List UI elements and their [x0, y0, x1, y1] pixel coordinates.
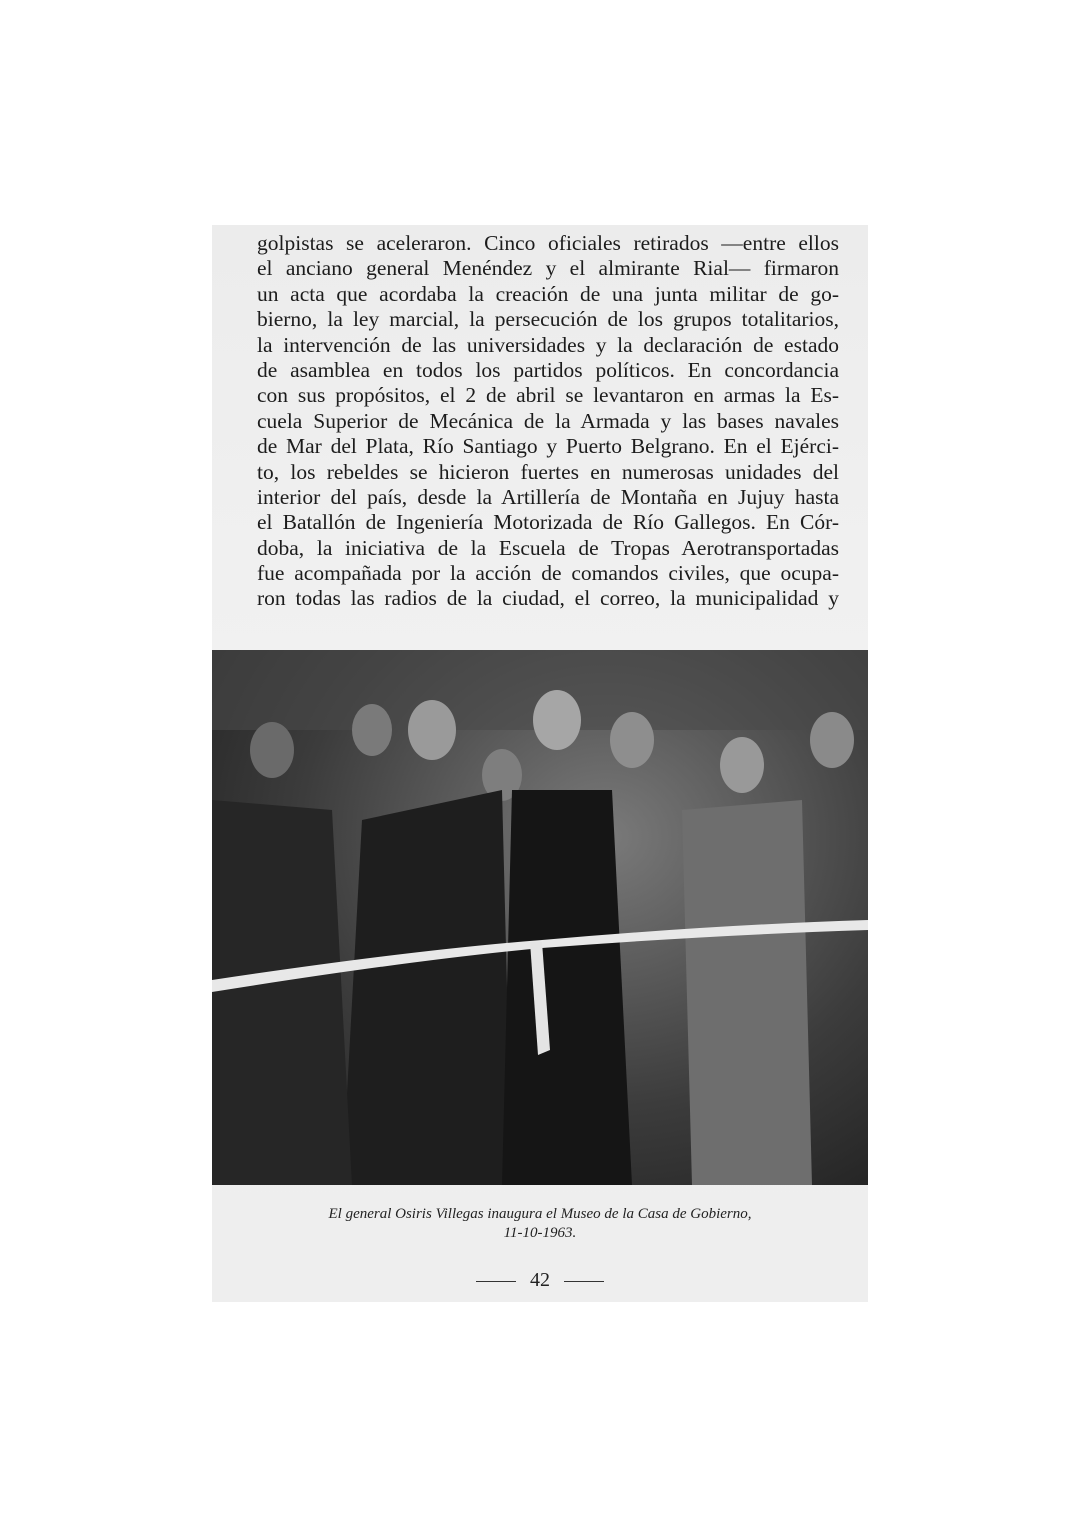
- body-text: [257, 231, 839, 612]
- page-number: 42: [530, 1269, 550, 1291]
- photo-illustration: [212, 650, 868, 1185]
- body-line: golpistas se aceleraron. Cinco oficiales retirados —entre ellos: [257, 231, 839, 255]
- dash-left: [476, 1281, 516, 1282]
- body-line: el anciano general Menéndez y el almirante Rial— firmaron: [257, 256, 839, 281]
- body-line: de asamblea en todos los partidos políticos. En concordancia: [257, 357, 839, 382]
- body-line: cuela Superior de Mecánica de la Armada y las bases navales: [257, 408, 839, 433]
- page-number-footer: [212, 1269, 868, 1292]
- caption-line-2: 11-10-1963.: [503, 1225, 577, 1241]
- body-line: interior del país, desde la Artillería de Montaña en Jujuy hasta: [257, 484, 839, 509]
- body-line: de Mar del Plata, Río Santiago y Puerto Belgrano. En el Ejérci-: [257, 434, 839, 459]
- body-line: fue acompañada por la acción de comandos civiles, que ocupa-: [257, 561, 839, 586]
- body-line: con sus propósitos, el 2 de abril se levantaron en armas la Es-: [257, 383, 839, 408]
- body-line: ron todas las radios de la ciudad, el correo, la municipalidad y: [257, 586, 839, 611]
- body-line: bierno, la ley marcial, la persecución de los grupos totalitarios,: [257, 307, 839, 332]
- body-line: la intervención de las universidades y la declaración de estado: [257, 332, 839, 357]
- body-line: un acta que acordaba la creación de una junta militar de go-: [257, 281, 839, 306]
- photo-caption: [212, 1205, 868, 1243]
- scanned-page: [212, 225, 868, 1302]
- dash-right: [564, 1281, 604, 1282]
- caption-line-1: El general Osiris Villegas inaugura el Museo de la Casa de Gobierno,: [328, 1206, 752, 1222]
- ribbon-cutting-photo: [212, 650, 868, 1185]
- body-line: doba, la iniciativa de la Escuela de Tropas Aerotransportadas: [257, 535, 839, 560]
- body-line: to, los rebeldes se hicieron fuertes en numerosas unidades del: [257, 459, 839, 484]
- body-line: el Batallón de Ingeniería Motorizada de Río Gallegos. En Cór-: [257, 510, 839, 535]
